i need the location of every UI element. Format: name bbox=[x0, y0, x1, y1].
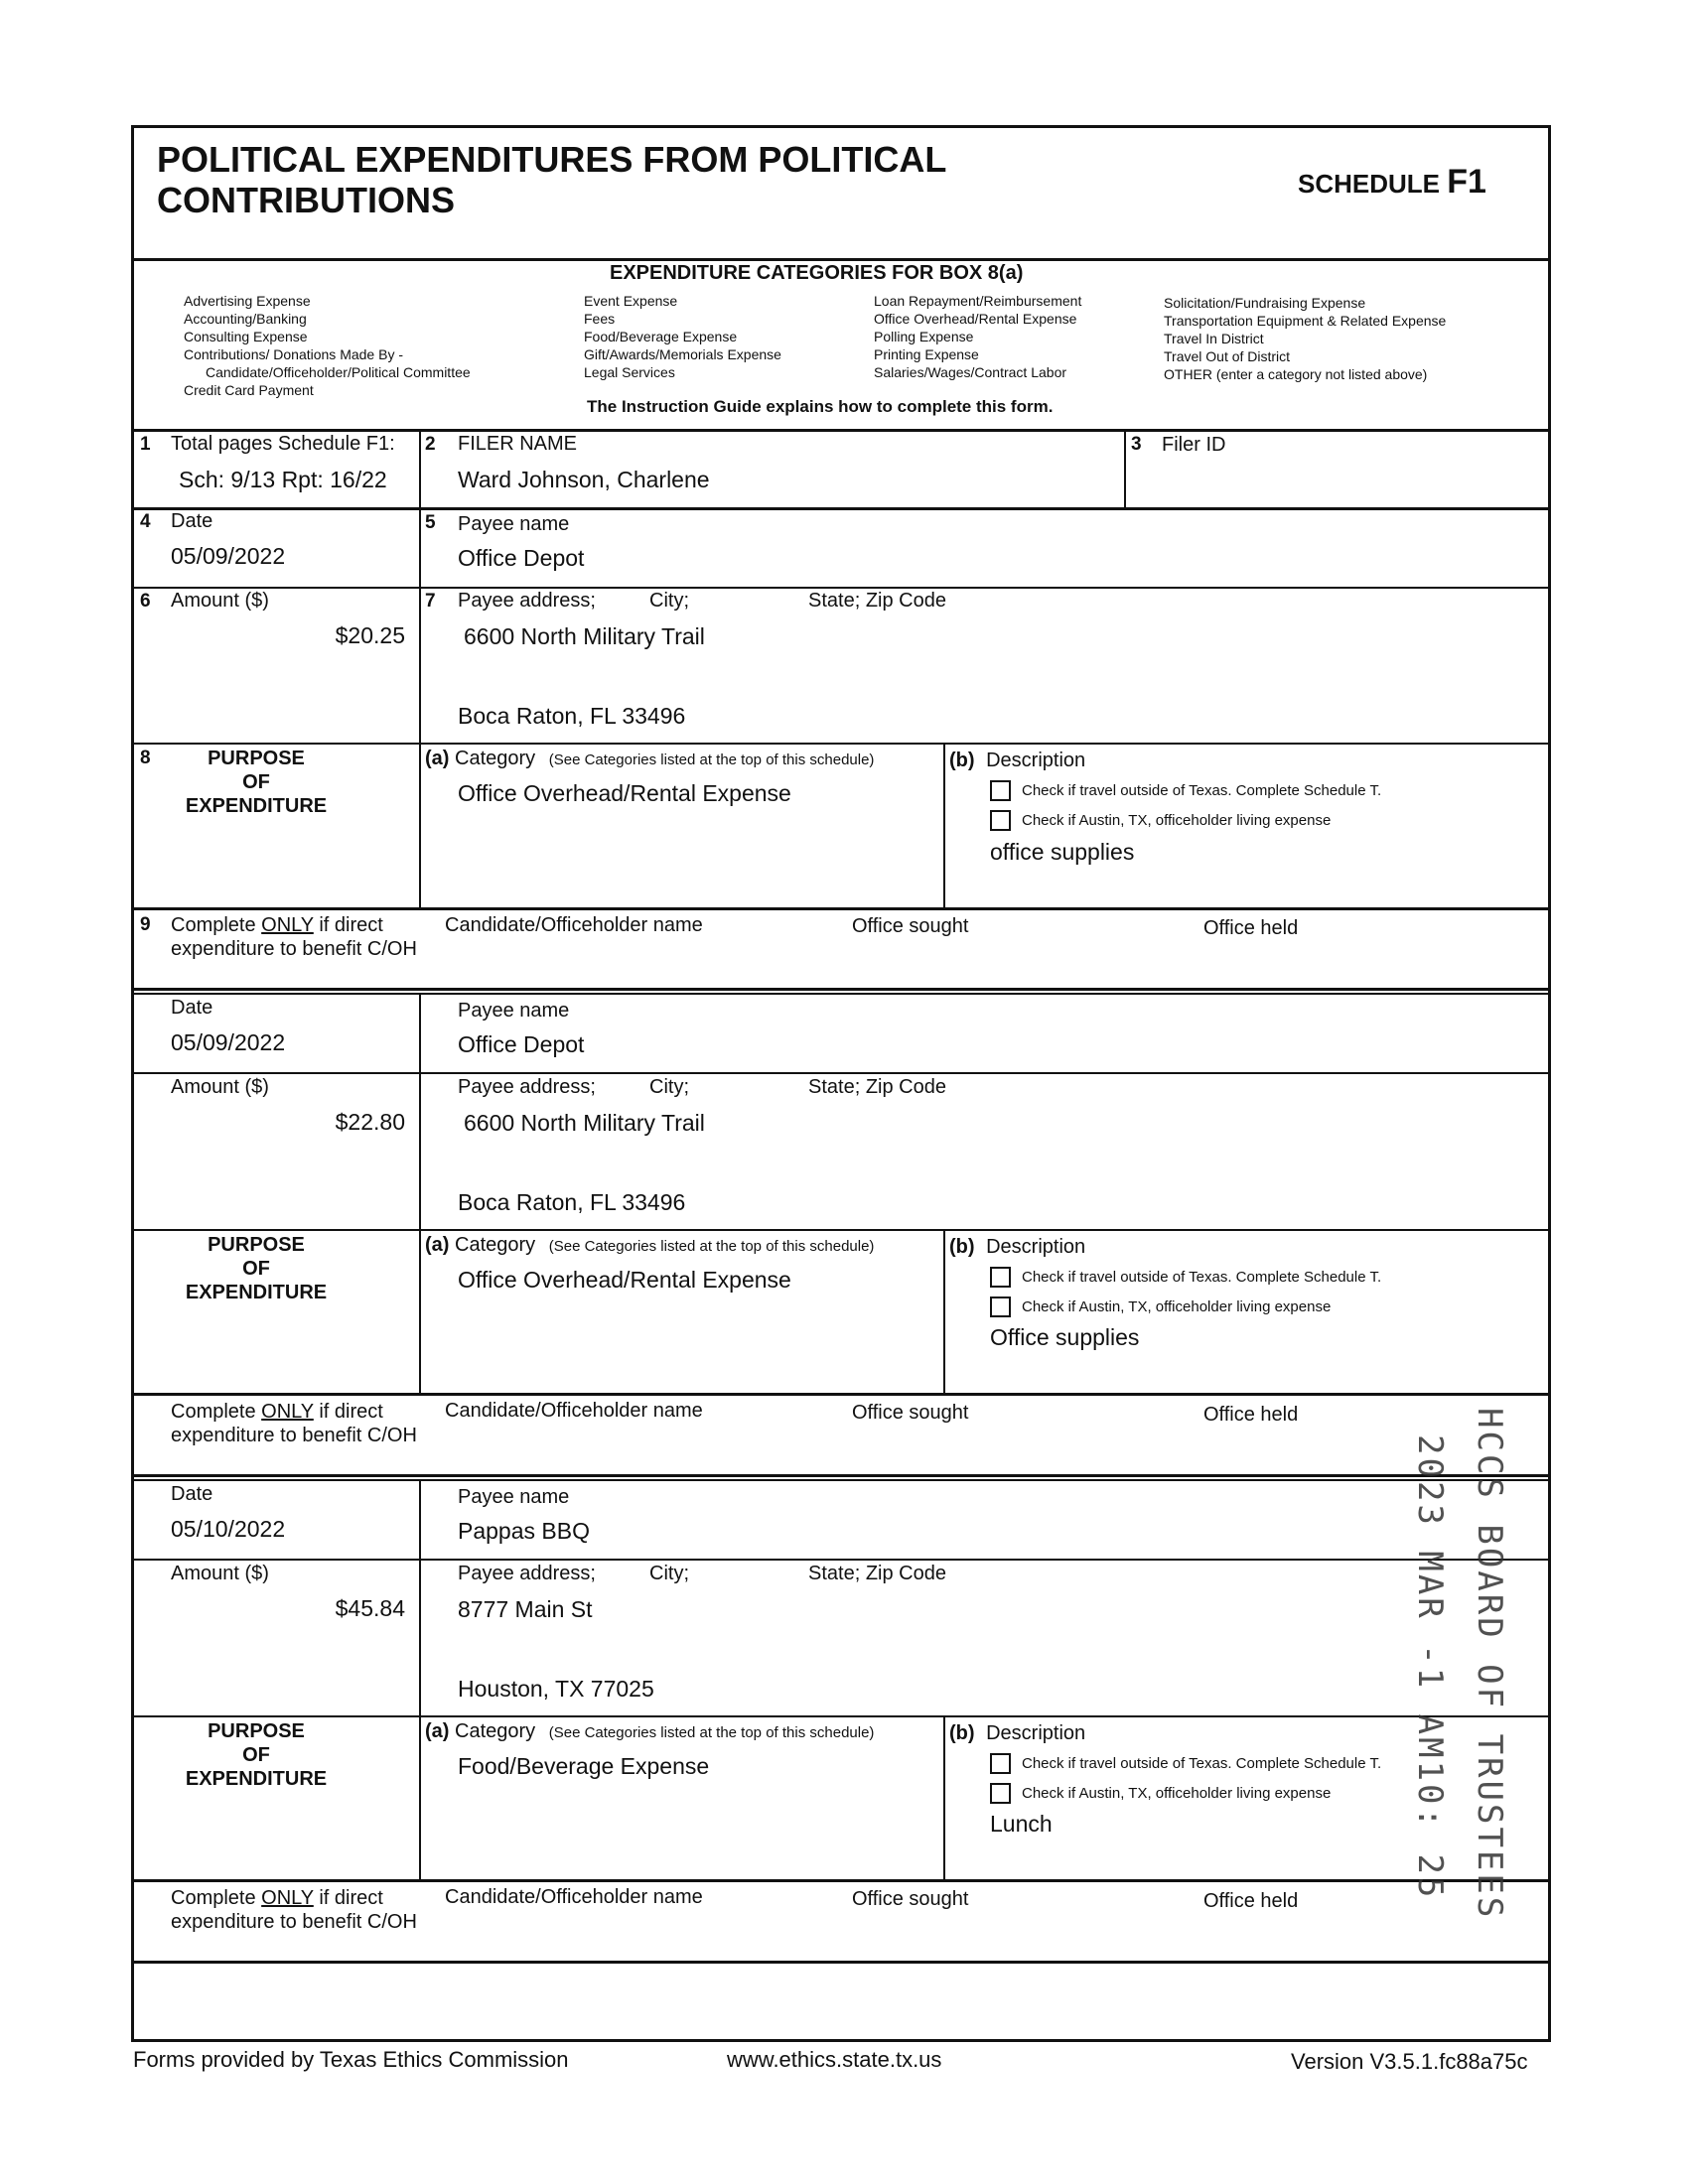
divider bbox=[419, 507, 421, 907]
date-label: Date bbox=[171, 510, 213, 532]
box1-number: 1 bbox=[140, 434, 151, 455]
category-item: Credit Card Payment bbox=[184, 382, 314, 398]
box5-number: 5 bbox=[425, 512, 436, 533]
purpose-line: OF bbox=[242, 1258, 270, 1280]
total-pages-label: Total pages Schedule F1: bbox=[171, 433, 395, 455]
category-item: Solicitation/Fundraising Expense bbox=[1164, 295, 1366, 311]
payee-name-label: Payee name bbox=[458, 1000, 570, 1022]
date-value[interactable]: 05/10/2022 bbox=[171, 1516, 286, 1542]
divider bbox=[132, 1559, 1550, 1561]
complete-pre: Complete bbox=[171, 1401, 262, 1423]
box3-number: 3 bbox=[1131, 434, 1142, 455]
category-item: Loan Repayment/Reimbursement bbox=[874, 293, 1082, 309]
purpose-line: PURPOSE bbox=[208, 1234, 305, 1256]
form-title-line2: CONTRIBUTIONS bbox=[157, 180, 455, 220]
form-title-line1: POLITICAL EXPENDITURES FROM POLITICAL bbox=[157, 139, 947, 180]
schedule-label bbox=[1298, 163, 1486, 202]
description-letter: (b) bbox=[949, 1236, 975, 1258]
divider bbox=[132, 743, 1550, 745]
category-letter: (a) bbox=[425, 1234, 450, 1256]
divider bbox=[132, 1479, 1550, 1481]
office-sought-label: Office sought bbox=[852, 915, 969, 937]
description-text: Description bbox=[986, 750, 1086, 771]
instruction-guide-note: The Instruction Guide explains how to complete this form. bbox=[587, 397, 1054, 416]
category-item: Travel In District bbox=[1164, 331, 1264, 346]
footer-provider: Forms provided by Texas Ethics Commission bbox=[133, 2047, 569, 2072]
filer-id-label: Filer ID bbox=[1162, 434, 1226, 456]
complete-only: ONLY bbox=[261, 1887, 314, 1909]
travel-checkbox-label: Check if travel outside of Texas. Complete Schedule T. bbox=[1022, 1269, 1382, 1286]
category-value[interactable]: Office Overhead/Rental Expense bbox=[458, 780, 791, 806]
divider bbox=[419, 1479, 421, 1879]
box9-number: 9 bbox=[140, 914, 151, 935]
date-label: Date bbox=[171, 1483, 213, 1505]
category-item: Gift/Awards/Memorials Expense bbox=[584, 346, 781, 362]
complete-post: if direct bbox=[313, 914, 383, 936]
box6-number: 6 bbox=[140, 591, 151, 612]
state-zip-label: State; Zip Code bbox=[808, 590, 946, 612]
state-zip-label: State; Zip Code bbox=[808, 1076, 946, 1098]
divider bbox=[132, 1229, 1550, 1231]
address-line1-value[interactable]: 6600 North Military Trail bbox=[464, 1110, 705, 1136]
travel-checkbox-label: Check if travel outside of Texas. Complete Schedule T. bbox=[1022, 1755, 1382, 1772]
complete-only: ONLY bbox=[261, 914, 314, 936]
payee-address-label: Payee address; bbox=[458, 590, 596, 612]
footer-version: Version V3.5.1.fc88a75c bbox=[1291, 2049, 1528, 2074]
purpose-label bbox=[137, 1719, 375, 1791]
complete-line2: expenditure to benefit C/OH bbox=[171, 1425, 417, 1446]
purpose-line: OF bbox=[242, 1744, 270, 1766]
payee-name-value[interactable]: Office Depot bbox=[458, 545, 585, 571]
box7-number: 7 bbox=[425, 591, 436, 612]
category-note: (See Categories listed at the top of this schedule) bbox=[548, 1724, 875, 1741]
category-item: Office Overhead/Rental Expense bbox=[874, 311, 1077, 327]
complete-pre: Complete bbox=[171, 914, 262, 936]
categories-col4 bbox=[1164, 294, 1446, 383]
austin-checkbox[interactable] bbox=[990, 1783, 1011, 1804]
categories-col3 bbox=[874, 292, 1081, 381]
category-text: Category bbox=[455, 1720, 536, 1742]
category-item: Printing Expense bbox=[874, 346, 979, 362]
date-label: Date bbox=[171, 997, 213, 1019]
purpose-line: EXPENDITURE bbox=[185, 1768, 328, 1790]
divider bbox=[943, 1229, 945, 1393]
date-value[interactable]: 05/09/2022 bbox=[171, 1029, 286, 1055]
purpose-line: EXPENDITURE bbox=[185, 795, 328, 817]
address-line2-value[interactable]: Boca Raton, FL 33496 bbox=[458, 703, 686, 729]
category-item: Fees bbox=[584, 311, 616, 327]
amount-label: Amount ($) bbox=[171, 1563, 269, 1584]
city-label: City; bbox=[649, 590, 689, 612]
coh-name-label: Candidate/Officeholder name bbox=[445, 1400, 703, 1422]
categories-col1 bbox=[184, 292, 471, 399]
divider bbox=[132, 1474, 1550, 1477]
category-label bbox=[425, 748, 874, 770]
office-held-label: Office held bbox=[1203, 917, 1299, 939]
purpose-label bbox=[137, 747, 375, 818]
address-line2-value[interactable]: Boca Raton, FL 33496 bbox=[458, 1189, 686, 1215]
description-value[interactable]: Office supplies bbox=[990, 1324, 1140, 1350]
category-item: Advertising Expense bbox=[184, 293, 311, 309]
complete-pre: Complete bbox=[171, 1887, 262, 1909]
footer-website[interactable]: www.ethics.state.tx.us bbox=[727, 2047, 942, 2072]
date-value[interactable]: 05/09/2022 bbox=[171, 543, 286, 569]
received-stamp-line1: HCCS BOARD OF TRUSTEES bbox=[1470, 1408, 1509, 1921]
categories-heading: EXPENDITURE CATEGORIES FOR BOX 8(a) bbox=[610, 262, 1024, 284]
description-letter: (b) bbox=[949, 1722, 975, 1744]
austin-checkbox-label: Check if Austin, TX, officeholder living expense bbox=[1022, 1785, 1332, 1802]
divider bbox=[132, 507, 1550, 510]
divider bbox=[132, 1961, 1550, 1964]
description-label bbox=[949, 1236, 1085, 1259]
divider bbox=[132, 587, 1550, 589]
filer-name-label: FILER NAME bbox=[458, 433, 578, 455]
category-item: OTHER (enter a category not listed above) bbox=[1164, 366, 1428, 382]
address-line2-value[interactable]: Houston, TX 77025 bbox=[458, 1676, 654, 1702]
state-zip-label: State; Zip Code bbox=[808, 1563, 946, 1584]
box4-number: 4 bbox=[140, 511, 151, 532]
category-item: Food/Beverage Expense bbox=[584, 329, 738, 344]
divider bbox=[132, 1393, 1550, 1396]
amount-value[interactable]: $45.84 bbox=[335, 1595, 405, 1621]
city-label: City; bbox=[649, 1563, 689, 1584]
header-divider bbox=[132, 258, 1550, 261]
divider bbox=[943, 1715, 945, 1879]
address-line1-value[interactable]: 6600 North Military Trail bbox=[464, 623, 705, 649]
category-item: Event Expense bbox=[584, 293, 678, 309]
payee-address-label: Payee address; bbox=[458, 1076, 596, 1098]
office-held-label: Office held bbox=[1203, 1890, 1299, 1912]
office-held-label: Office held bbox=[1203, 1404, 1299, 1426]
coh-name-label: Candidate/Officeholder name bbox=[445, 914, 703, 936]
divider bbox=[943, 743, 945, 907]
category-item: Travel Out of District bbox=[1164, 348, 1291, 364]
categories-col2 bbox=[584, 292, 781, 381]
complete-post: if direct bbox=[313, 1401, 383, 1423]
category-item: Consulting Expense bbox=[184, 329, 308, 344]
austin-checkbox[interactable] bbox=[990, 810, 1011, 831]
received-stamp-line2: 2023 MAR -1 AM10: 25 bbox=[1410, 1434, 1450, 1901]
divider bbox=[132, 907, 1550, 910]
travel-checkbox[interactable] bbox=[990, 1753, 1011, 1774]
complete-only-note bbox=[171, 913, 417, 961]
purpose-line: EXPENDITURE bbox=[185, 1282, 328, 1303]
purpose-line: OF bbox=[242, 771, 270, 793]
divider bbox=[419, 993, 421, 1393]
schedule-code: F1 bbox=[1447, 163, 1486, 201]
description-label bbox=[949, 750, 1085, 772]
divider bbox=[132, 429, 1550, 432]
divider bbox=[132, 993, 1550, 995]
category-text: Category bbox=[455, 1234, 536, 1256]
address-line1-value[interactable]: 8777 Main St bbox=[458, 1596, 593, 1622]
austin-checkbox-label: Check if Austin, TX, officeholder living expense bbox=[1022, 812, 1332, 829]
category-item: Contributions/ Donations Made By - bbox=[184, 346, 403, 362]
payee-name-label: Payee name bbox=[458, 1486, 570, 1508]
category-note: (See Categories listed at the top of this schedule) bbox=[548, 751, 875, 768]
amount-value[interactable]: $20.25 bbox=[335, 622, 405, 648]
payee-name-value[interactable]: Pappas BBQ bbox=[458, 1518, 590, 1544]
purpose-line: PURPOSE bbox=[208, 1720, 305, 1742]
amount-label: Amount ($) bbox=[171, 590, 269, 612]
payee-name-label: Payee name bbox=[458, 513, 570, 535]
divider bbox=[132, 1879, 1550, 1882]
category-item: Salaries/Wages/Contract Labor bbox=[874, 364, 1067, 380]
category-item: Transportation Equipment & Related Expense bbox=[1164, 313, 1447, 329]
category-label bbox=[425, 1234, 874, 1257]
category-item: Accounting/Banking bbox=[184, 311, 307, 327]
purpose-label bbox=[137, 1233, 375, 1304]
travel-checkbox-label: Check if travel outside of Texas. Complete Schedule T. bbox=[1022, 782, 1382, 799]
complete-only-note bbox=[171, 1400, 417, 1447]
travel-checkbox[interactable] bbox=[990, 780, 1011, 801]
description-label bbox=[949, 1722, 1085, 1745]
divider bbox=[419, 429, 421, 507]
divider bbox=[132, 1072, 1550, 1074]
payee-name-value[interactable]: Office Depot bbox=[458, 1031, 585, 1057]
complete-only: ONLY bbox=[261, 1401, 314, 1423]
amount-value[interactable]: $22.80 bbox=[335, 1109, 405, 1135]
austin-checkbox-label: Check if Austin, TX, officeholder living expense bbox=[1022, 1298, 1332, 1315]
description-letter: (b) bbox=[949, 750, 975, 771]
box8-number: 8 bbox=[140, 748, 151, 768]
category-text: Category bbox=[455, 748, 536, 769]
austin-checkbox[interactable] bbox=[990, 1297, 1011, 1317]
total-pages-value[interactable]: Sch: 9/13 Rpt: 16/22 bbox=[179, 467, 387, 492]
divider bbox=[1124, 429, 1126, 507]
filer-name-value[interactable]: Ward Johnson, Charlene bbox=[458, 467, 710, 492]
category-letter: (a) bbox=[425, 748, 450, 769]
category-item: Polling Expense bbox=[874, 329, 974, 344]
complete-only-note bbox=[171, 1886, 417, 1934]
category-note: (See Categories listed at the top of this schedule) bbox=[548, 1238, 875, 1255]
purpose-line: PURPOSE bbox=[208, 748, 305, 769]
payee-address-label: Payee address; bbox=[458, 1563, 596, 1584]
office-sought-label: Office sought bbox=[852, 1888, 969, 1910]
category-item: Candidate/Officeholder/Political Committee bbox=[206, 364, 471, 380]
description-text: Description bbox=[986, 1236, 1086, 1258]
box2-number: 2 bbox=[425, 434, 436, 455]
office-sought-label: Office sought bbox=[852, 1402, 969, 1424]
complete-line2: expenditure to benefit C/OH bbox=[171, 938, 417, 960]
category-value[interactable]: Office Overhead/Rental Expense bbox=[458, 1267, 791, 1293]
category-item: Legal Services bbox=[584, 364, 675, 380]
description-value[interactable]: office supplies bbox=[990, 839, 1135, 865]
schedule-prefix: SCHEDULE bbox=[1298, 169, 1441, 199]
amount-label: Amount ($) bbox=[171, 1076, 269, 1098]
category-letter: (a) bbox=[425, 1720, 450, 1742]
divider bbox=[132, 988, 1550, 991]
description-value[interactable]: Lunch bbox=[990, 1811, 1053, 1837]
description-text: Description bbox=[986, 1722, 1086, 1744]
complete-line2: expenditure to benefit C/OH bbox=[171, 1911, 417, 1933]
travel-checkbox[interactable] bbox=[990, 1267, 1011, 1288]
divider bbox=[132, 1715, 1550, 1717]
complete-post: if direct bbox=[313, 1887, 383, 1909]
coh-name-label: Candidate/Officeholder name bbox=[445, 1886, 703, 1908]
category-value[interactable]: Food/Beverage Expense bbox=[458, 1753, 710, 1779]
city-label: City; bbox=[649, 1076, 689, 1098]
category-label bbox=[425, 1720, 874, 1743]
